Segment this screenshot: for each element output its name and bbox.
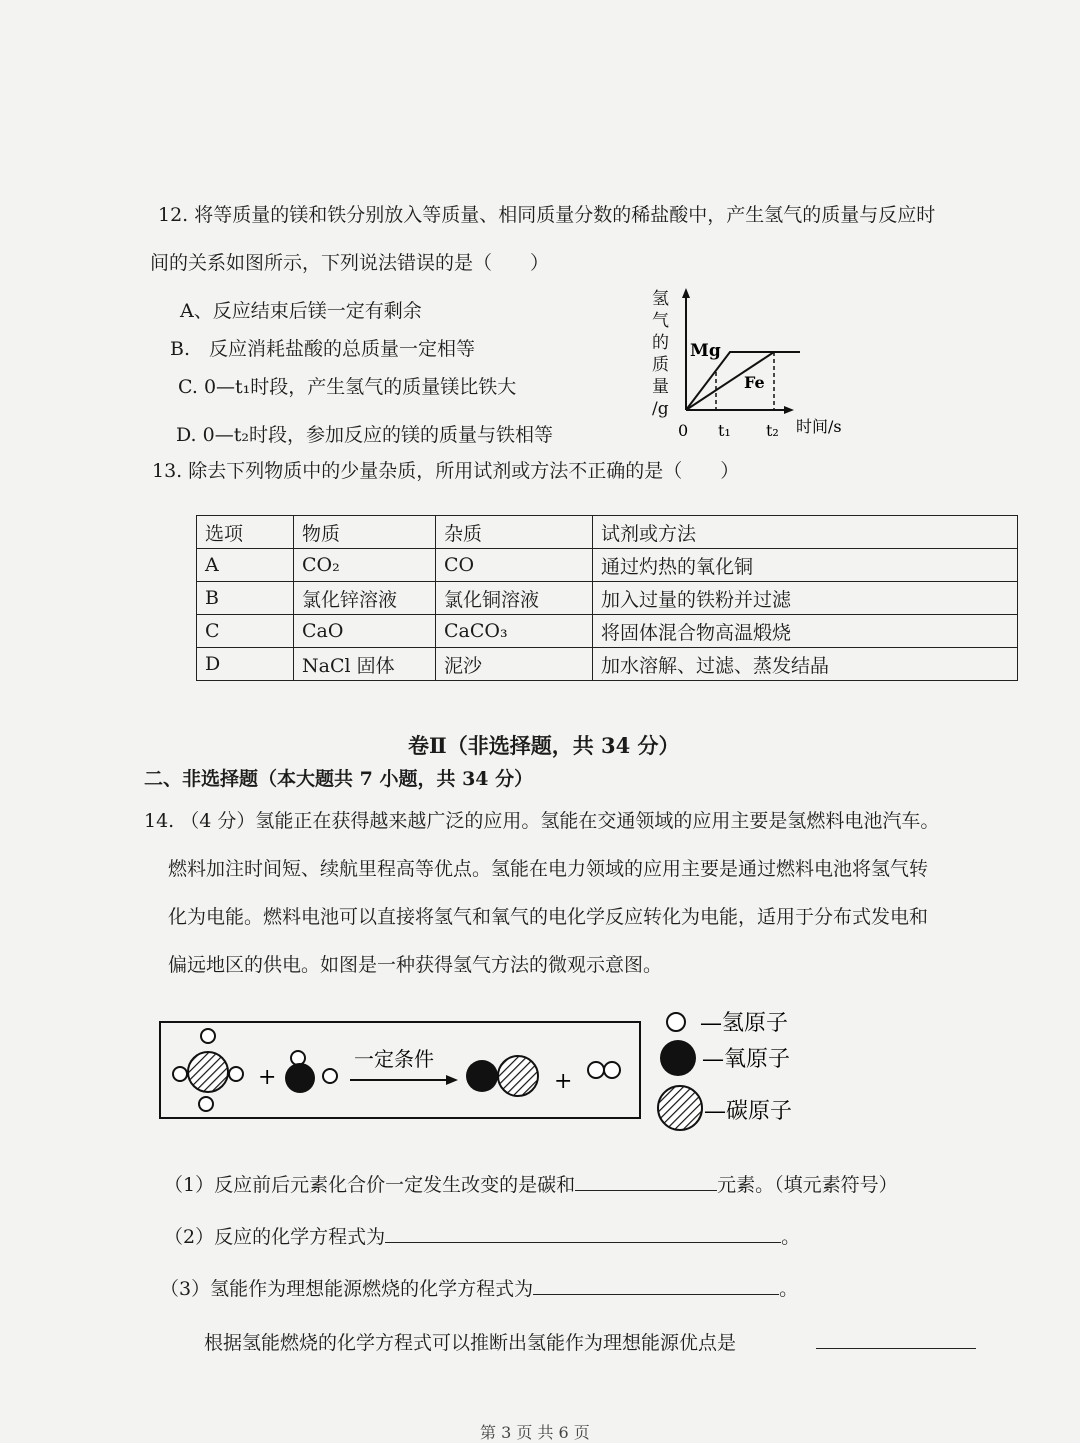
q12-option-a: A、反应结束后镁一定有剩余 <box>180 300 422 322</box>
table-cell: 通过灼热的氧化铜 <box>593 549 1018 582</box>
hydrogen-molecule <box>588 1062 620 1078</box>
legend-carbon-label: —碳原子 <box>704 1099 793 1124</box>
graph-ylabel-char-4: 质 <box>652 355 669 375</box>
reaction-arrowhead <box>446 1075 458 1085</box>
q14-sub3-end: 。 <box>779 1278 799 1300</box>
table-cell: CO <box>436 549 593 582</box>
section-heading: 二、非选择题（本大题共 7 小题，共 34 分） <box>144 768 534 790</box>
q14-sub4-blank[interactable] <box>816 1330 976 1349</box>
graph-ylabel-char-6: /g <box>652 399 669 419</box>
q14-sub4 <box>204 1328 736 1355</box>
table-row <box>197 549 1018 582</box>
q12-stem-line1: 12. 将等质量的镁和铁分别放入等质量、相同质量分数的稀盐酸中，产生氢气的质量与反应时 <box>158 204 936 226</box>
plus-sign-2: + <box>554 1069 573 1094</box>
table-row <box>197 615 1018 648</box>
q12-graph <box>640 280 860 445</box>
q14-sub1-blank[interactable] <box>575 1190 717 1191</box>
table-cell: CaCO₃ <box>436 615 593 648</box>
q14-sub3-blank[interactable] <box>533 1294 779 1295</box>
q14-sub1-suffix: 元素。（填元素符号） <box>717 1174 898 1196</box>
table-cell: CaO <box>294 615 436 648</box>
q14-sub2-text: （2）反应的化学方程式为 <box>164 1226 386 1248</box>
graph-x-arrow <box>784 406 794 414</box>
q12-option-c: C. 0—t₁时段，产生氢气的质量镁比铁大 <box>178 376 517 398</box>
graph-origin: 0 <box>678 421 689 440</box>
table-cell: NaCl 固体 <box>294 648 436 681</box>
page-footer: 第 3 页 共 6 页 <box>480 1423 590 1442</box>
table-cell: C <box>197 615 294 648</box>
volume-title: 卷Ⅱ（非选择题，共 34 分） <box>408 733 680 758</box>
table-cell: 氯化铜溶液 <box>436 582 593 615</box>
graph-y-arrow <box>682 288 690 298</box>
graph-ylabel-char-2: 气 <box>652 311 669 331</box>
table-cell: 氯化锌溶液 <box>294 582 436 615</box>
table-cell: CO₂ <box>294 549 436 582</box>
q13-stem: 13. 除去下列物质中的少量杂质，所用试剂或方法不正确的是（ ） <box>152 460 740 482</box>
table-cell: 泥沙 <box>436 648 593 681</box>
q13-table <box>196 515 1018 681</box>
q14-sub4-text: 根据氢能燃烧的化学方程式可以推断出氢能作为理想能源优点是 <box>204 1332 737 1354</box>
reaction-condition: 一定条件 <box>354 1047 434 1071</box>
graph-t1: t₁ <box>718 421 731 440</box>
table-header-cell: 试剂或方法 <box>593 516 1018 549</box>
table-cell: B <box>197 582 294 615</box>
legend-carbon-icon <box>658 1086 702 1130</box>
q14-line1: 14. （4 分）氢能正在获得越来越广泛的应用。氢能在交通领域的应用主要是氢燃料电池汽车。 <box>144 810 940 832</box>
q14-sub2 <box>164 1222 800 1249</box>
table-cell: D <box>197 648 294 681</box>
table-header-cell: 物质 <box>294 516 436 549</box>
table-cell: 加水溶解、过滤、蒸发结晶 <box>593 648 1018 681</box>
q14-sub2-end: 。 <box>781 1226 801 1248</box>
carbon-monoxide-molecule <box>466 1056 538 1096</box>
q12-option-d: D. 0—t₂时段，参加反应的镁的质量与铁相等 <box>176 424 553 446</box>
graph-t2: t₂ <box>766 421 779 440</box>
legend-hydrogen-label: —氢原子 <box>700 1011 789 1036</box>
q14-sub1 <box>164 1170 898 1197</box>
table-cell: 加入过量的铁粉并过滤 <box>593 582 1018 615</box>
legend-oxygen-icon <box>660 1040 696 1076</box>
q14-sub2-blank[interactable] <box>385 1242 781 1243</box>
methane-molecule <box>173 1029 243 1111</box>
q14-line3: 化为电能。燃料电池可以直接将氢气和氧气的电化学反应转化为电能，适用于分布式发电和 <box>168 906 929 928</box>
table-row <box>197 648 1018 681</box>
q14-sub3 <box>160 1274 798 1301</box>
water-molecule <box>285 1051 337 1093</box>
q14-line4: 偏远地区的供电。如图是一种获得氢气方法的微观示意图。 <box>168 954 663 976</box>
q12-option-b: B. 反应消耗盐酸的总质量一定相等 <box>170 338 476 360</box>
plus-sign-1: + <box>258 1065 277 1090</box>
table-cell: A <box>197 549 294 582</box>
graph-ylabel-char-5: 量 <box>652 377 669 397</box>
graph-label-fe: Fe <box>744 373 765 392</box>
legend-hydrogen-icon <box>667 1013 685 1031</box>
q14-sub1-prefix: （1）反应前后元素化合价一定发生改变的是碳和 <box>164 1174 576 1196</box>
graph-ylabel-char-3: 的 <box>652 333 669 353</box>
table-header-cell: 选项 <box>197 516 294 549</box>
table-header-row <box>197 516 1018 549</box>
q14-diagram <box>150 1000 1010 1140</box>
table-cell: 将固体混合物高温煅烧 <box>593 615 1018 648</box>
table-row <box>197 582 1018 615</box>
q14-line2: 燃料加注时间短、续航里程高等优点。氢能在电力领域的应用主要是通过燃料电池将氢气转 <box>168 858 929 880</box>
q14-sub3-text: （3）氢能作为理想能源燃烧的化学方程式为 <box>160 1278 534 1300</box>
graph-label-mg: Mg <box>690 341 721 361</box>
graph-ylabel-char-1: 氢 <box>652 289 669 309</box>
table-header-cell: 杂质 <box>436 516 593 549</box>
legend-oxygen-label: —氧原子 <box>702 1047 791 1072</box>
graph-xlabel: 时间/s <box>796 417 842 436</box>
q12-stem-line2: 间的关系如图所示，下列说法错误的是（ ） <box>150 252 550 274</box>
